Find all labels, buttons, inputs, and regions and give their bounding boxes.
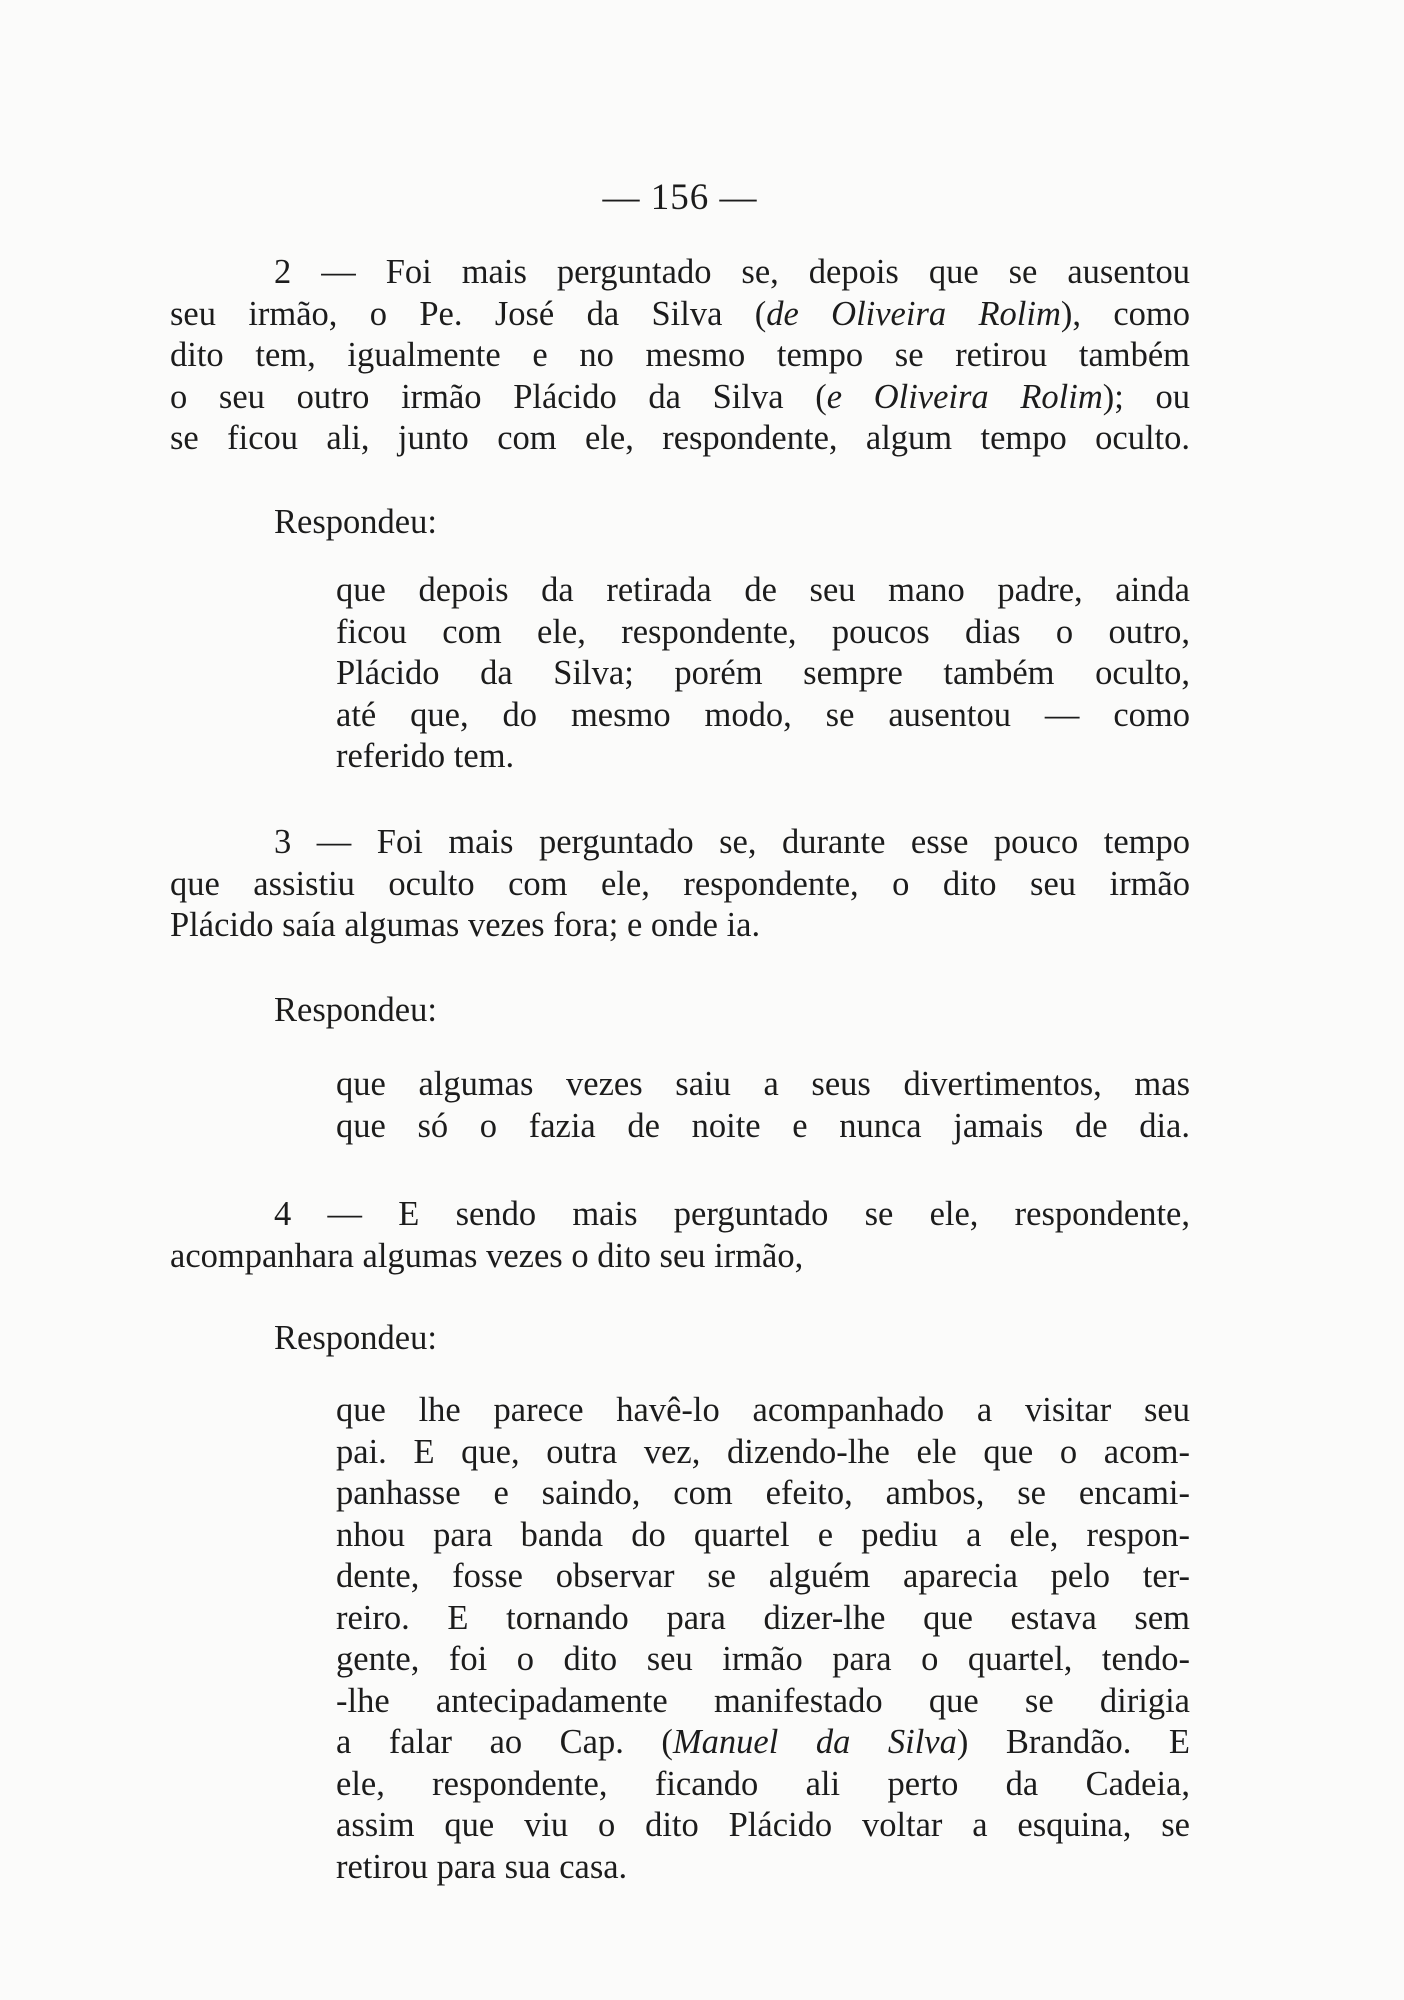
answer-line: nhou para banda do quartel e pediu a ele, respon- bbox=[336, 1515, 1190, 1554]
answer-line: -lhe antecipadamente manifestado que se dirigia bbox=[336, 1681, 1190, 1720]
answer-line: assim que viu o dito Plácido voltar a esquina, se bbox=[336, 1806, 1190, 1844]
page-number: — 156 — bbox=[602, 177, 758, 218]
paragraph-line: 3 — Foi mais perguntado se, durante esse pouco tempo bbox=[274, 823, 1190, 861]
italic-name: Manuel da Silva bbox=[672, 1723, 957, 1761]
question-4 bbox=[170, 1194, 1190, 1277]
answer-line: reiro. E tornando para dizer-lhe que estava sem bbox=[336, 1598, 1190, 1637]
paragraph-line: se ficou ali, junto com ele, respondente, algum tempo oculto. bbox=[170, 419, 1190, 457]
answer-2 bbox=[336, 570, 1190, 778]
answer-line: retirou para sua casa. bbox=[336, 1847, 628, 1886]
answer-line: ele, respondente, ficando ali perto da Cadeia, bbox=[336, 1764, 1190, 1803]
answer-line: até que, do mesmo modo, se ausentou — como bbox=[336, 695, 1190, 734]
answer-line: referido tem. bbox=[336, 737, 515, 775]
respondeu-label: Respondeu: bbox=[274, 503, 437, 541]
paragraph-line: que assistiu oculto com ele, respondente, o dito seu irmão bbox=[170, 864, 1190, 903]
answer-line: a falar ao Cap. (Manuel da Silva) Brandão. E bbox=[336, 1723, 1190, 1761]
italic-name: e Oliveira Rolim bbox=[826, 377, 1103, 416]
answer-4 bbox=[336, 1390, 1190, 1888]
paragraph-line: 2 — Foi mais perguntado se, depois que se ausentou bbox=[274, 253, 1190, 291]
document-page bbox=[170, 0, 1190, 2000]
answer-line: panhasse e saindo, com efeito, ambos, se encami- bbox=[336, 1474, 1190, 1512]
answer-line: gente, foi o dito seu irmão para o quartel, tendo- bbox=[336, 1640, 1190, 1678]
question-2 bbox=[170, 252, 1190, 460]
respondeu-label: Respondeu: bbox=[274, 1319, 437, 1357]
answer-line: que só o fazia de noite e nunca jamais de dia. bbox=[336, 1106, 1190, 1145]
question-3 bbox=[170, 822, 1190, 947]
answer-line: ficou com ele, respondente, poucos dias o outro, bbox=[336, 612, 1190, 651]
answer-line: Plácido da Silva; porém sempre também oculto, bbox=[336, 654, 1190, 692]
respondeu-label: Respondeu: bbox=[274, 991, 437, 1029]
answer-3 bbox=[336, 1064, 1190, 1147]
paragraph-line: Plácido saía algumas vezes fora; e onde ia. bbox=[170, 906, 761, 944]
paragraph-line: dito tem, igualmente e no mesmo tempo se retirou também bbox=[170, 336, 1190, 374]
answer-line: que lhe parece havê-lo acompanhado a visitar seu bbox=[336, 1391, 1190, 1429]
paragraph-line: seu irmão, o Pe. José da Silva (de Oliveira Rolim), como bbox=[170, 294, 1190, 333]
answer-line: que algumas vezes saiu a seus divertimentos, mas bbox=[336, 1065, 1190, 1103]
paragraph-line: acompanhara algumas vezes o dito seu irmão, bbox=[170, 1236, 804, 1275]
paragraph-line: o seu outro irmão Plácido da Silva (e Oliveira Rolim); ou bbox=[170, 377, 1190, 416]
answer-line: que depois da retirada de seu mano padre, ainda bbox=[336, 571, 1190, 609]
answer-line: dente, fosse observar se alguém aparecia pelo ter- bbox=[336, 1557, 1190, 1595]
italic-name: de Oliveira Rolim bbox=[766, 294, 1061, 333]
answer-line: pai. E que, outra vez, dizendo-lhe ele que o acom- bbox=[336, 1432, 1190, 1471]
paragraph-line: 4 — E sendo mais perguntado se ele, respondente, bbox=[274, 1195, 1190, 1233]
